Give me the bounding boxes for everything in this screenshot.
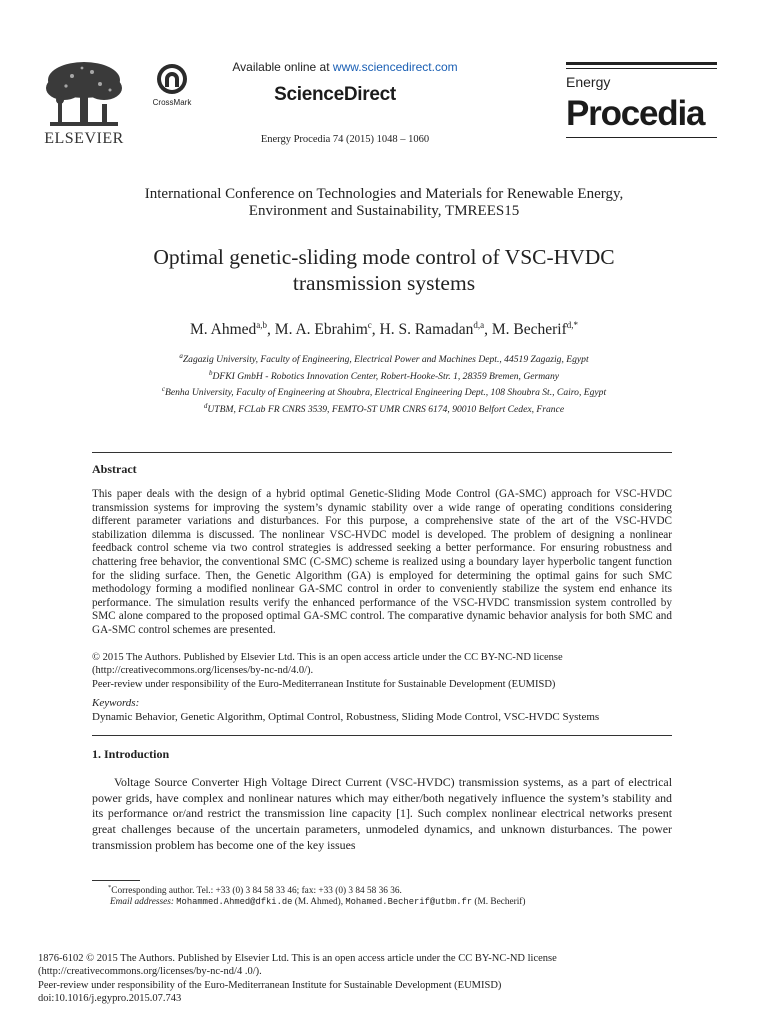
author: M. Becherif bbox=[491, 321, 567, 339]
affiliation-marker: d bbox=[203, 402, 208, 411]
affiliation-item bbox=[60, 383, 708, 400]
author-separator: , bbox=[267, 321, 275, 339]
publication-footer bbox=[38, 952, 678, 1006]
email-owner-ahmed: (M. Ahmed), bbox=[292, 897, 346, 907]
copyright-line: © 2015 The Authors. Published by Elsevier Ltd. This is an open access article under the CC BY-NC-ND license bbox=[92, 652, 563, 663]
corresponding-author-text: Corresponding author. Tel.: +33 (0) 3 84 58 33 46; fax: +33 (0) 3 84 58 36 36. bbox=[111, 886, 402, 897]
available-online bbox=[200, 60, 490, 74]
abstract-top-rule bbox=[92, 452, 672, 453]
email-label: Email addresses: bbox=[110, 897, 174, 907]
keywords-list: Dynamic Behavior, Genetic Algorithm, Optimal Control, Robustness, Sliding Mode Control, VSC-HVDC Systems bbox=[92, 711, 600, 723]
title-line-1: Optimal genetic-sliding mode control of VSC-HVDC bbox=[153, 245, 615, 269]
author-affiliation-marker: a,b bbox=[256, 320, 268, 330]
affiliation-text: Benha University, Faculty of Engineering at Shoubra, Electrical Engineering Dept., 108 Shoubra St., Cairo, Egypt bbox=[164, 387, 607, 399]
issn-line: 1876-6102 © 2015 The Authors. Published by Elsevier Ltd. This is an open access article under the CC BY-NC-ND license bbox=[38, 953, 557, 964]
journal-energy-word: Energy bbox=[566, 74, 611, 90]
abstract-heading: Abstract bbox=[92, 462, 137, 476]
conference-name bbox=[60, 186, 708, 220]
title-line-2: transmission systems bbox=[292, 271, 476, 295]
introduction-body: Voltage Source Converter High Voltage Direct Current (VSC-HVDC) transmission systems, as a part of electrical power grids, have complex and nonlinear natures which may either/both negatively influence the system’s stability and its performance or/and restrict the transmission line capacity [1]. Such complex nonlinear electrical networks present great challenges because of the uncertain parameters, unmodeled dynamics, and unknown disturbances. The power transmission problem has become one of the key issues bbox=[92, 775, 672, 852]
author: M. A. Ebrahim bbox=[274, 321, 368, 339]
author: M. Ahmed bbox=[189, 321, 257, 339]
footnote-rule bbox=[92, 880, 140, 881]
crossmark-icon bbox=[150, 62, 194, 98]
doi-link[interactable]: doi:10.1016/j.egypro.2015.07.743 bbox=[38, 993, 182, 1005]
abstract-bottom-rule bbox=[92, 735, 672, 736]
conference-line-2: Environment and Sustainability, TMREES15 bbox=[248, 203, 520, 219]
author-affiliation-marker: c bbox=[367, 320, 372, 330]
introduction-heading: 1. Introduction bbox=[92, 747, 170, 761]
sciencedirect-link[interactable]: www.sciencedirect.com bbox=[332, 60, 458, 74]
abstract-body: This paper deals with the design of a hybrid optimal Genetic-Sliding Mode Control (GA-SMC) approach for VSC-HVDC transmission systems for improving the system’s dynamic stability over a wide range of operating conditions considering different parameter variations and disturbances. For this purpose, a comprehensive state of the art of the VSC-HVDC stabilization dilemma is discussed. The nonlinear VSC-HVDC model is developed. The problem of designing a nonlinear feedback control scheme via two control strategies is addressed seeking a better performance. For ensuring robustness and chattering free behavior, the conventional SMC (C-SMC) scheme is realized using a boundary layer hyperbolic tangent function for the sliding surface. Then, the Genetic Algorithm (GA) is employed for determining the optimal gains for such SMC methodology forming a modified nonlinear GA-SMC control in order to conveniently stabilize the system end enhance its performance. The simulation results verify the enhanced performance of the VSC-HVDC transmission system controlled by SMC alone compared to the proposed optimal GA-SMC control. The comparative dynamic behavior analysis for both SMC and GA-SMC control schemes are presented. bbox=[92, 488, 672, 636]
crossmark-label: CrossMark bbox=[152, 98, 192, 107]
abstract-copyright bbox=[92, 651, 682, 691]
author: H. S. Ramadan bbox=[379, 321, 474, 339]
license-link[interactable]: (http://creativecommons.org/licenses/by-nc-nd/4.0/). bbox=[92, 665, 314, 677]
footnote-marker: * bbox=[108, 884, 112, 891]
keywords-label: Keywords: bbox=[92, 697, 140, 709]
affiliation-item bbox=[60, 400, 708, 417]
journal-reference: Energy Procedia 74 (2015) 1048 – 1060 bbox=[260, 134, 430, 145]
energy-procedia-logo bbox=[566, 62, 717, 142]
crossmark-badge[interactable] bbox=[150, 62, 194, 107]
paper-title bbox=[80, 244, 688, 296]
footer-license-link[interactable]: (http://creativecommons.org/licenses/by-nc-nd/4 .0/). bbox=[38, 966, 262, 978]
logo-rule-top-thin bbox=[566, 68, 717, 69]
corresponding-author-note bbox=[108, 884, 668, 896]
author-list bbox=[60, 320, 708, 339]
journal-procedia-word: Procedia bbox=[566, 94, 705, 133]
elsevier-wordmark: ELSEVIER bbox=[44, 130, 124, 147]
affiliation-text: UTBM, FCLab FR CNRS 3539, FEMTO-ST UMR CNRS 6174, 90010 Belfort Cedex, France bbox=[207, 404, 565, 416]
affiliation-item bbox=[60, 350, 708, 367]
affiliation-text: Zagazig University, Faculty of Engineering, Electrical Power and Machines Dept., 44519 Zagazig, Egypt bbox=[182, 354, 589, 366]
sciencedirect-brand: ScienceDirect bbox=[274, 84, 396, 105]
peer-review-line: Peer-review under responsibility of the Euro-Mediterranean Institute for Sustainable Development (EUMISD) bbox=[92, 678, 556, 690]
affiliation-marker: b bbox=[208, 368, 213, 377]
affiliation-list bbox=[60, 350, 708, 417]
footer-peer-review: Peer-review under responsibility of the Euro-Mediterranean Institute for Sustainable Development (EUMISD) bbox=[38, 979, 502, 991]
email-addresses bbox=[110, 897, 690, 907]
author-separator: , bbox=[371, 321, 380, 339]
email-link-ahmed[interactable]: Mohammed.Ahmed@dfki.de bbox=[176, 897, 293, 907]
author-affiliation-marker: d,* bbox=[566, 320, 579, 330]
conference-line-1: International Conference on Technologies and Materials for Renewable Energy, bbox=[144, 186, 624, 202]
available-prefix: Available online at bbox=[232, 60, 333, 74]
logo-rule-bottom bbox=[566, 137, 717, 138]
author-affiliation-marker: d,a bbox=[473, 320, 485, 330]
affiliation-item bbox=[60, 367, 708, 384]
affiliation-marker: c bbox=[161, 385, 165, 394]
logo-rule-top bbox=[566, 62, 717, 65]
email-owner-becherif: (M. Becherif) bbox=[472, 897, 526, 907]
author-separator: , bbox=[484, 321, 492, 339]
email-link-becherif[interactable]: Mohamed.Becherif@utbm.fr bbox=[345, 897, 473, 907]
affiliation-marker: a bbox=[179, 352, 183, 360]
affiliation-text: DFKI GmbH - Robotics Innovation Center, Robert-Hooke-Str. 1, 28359 Bremen, Germany bbox=[212, 370, 560, 382]
